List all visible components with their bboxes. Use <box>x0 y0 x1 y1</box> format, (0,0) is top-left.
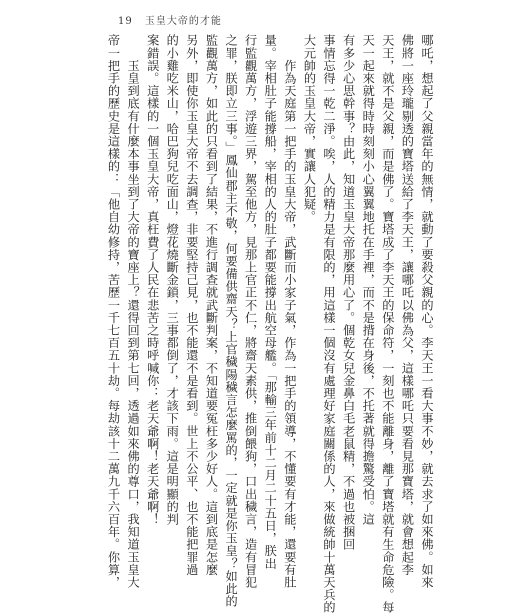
text-column: 有多少心思幹事？由此，知道玉皇大帝那麼用心了。個乾女兒金鼻白毛老鼠精，不過也被捆回 <box>341 34 356 551</box>
text-column: 案錯誤。這樣的一個玉皇大帝，真枉費了人民在悲苦之時呼喊你：老天爺啊！老天爺啊！ <box>145 34 160 526</box>
text-column: 監觀萬方，如此的只看到了結果，不進行調查就武斷判案，不知道要冤枉多少好人。這到底是怎麼 <box>204 34 219 576</box>
text-column: 之罪，朕即立三事。」鳳仙郡主不敬，何要備供齋天？上官穢陽穢言怎麼罵的，一定就是你玉皇？如此的 <box>224 34 239 608</box>
text-column: 大元帥的玉皇大帝，實讓人犯疑。 <box>302 34 317 223</box>
text-column: 天一起來就得時時刻刻小心翼翼地托在手裡，而不是揹在身後，不托著就得擔驚受怕。這 <box>361 34 376 526</box>
text-column: 另外，即使你玉皇大帝不去調查，非要堅持己見，也不能還不是看到。世上不公平、也不能把罪過 <box>184 34 199 576</box>
text-column: 帝一把手的歷史是這樣的：「他自幼修持，苦歷一千七百五十劫。每劫該十二萬九千六百年。你算， <box>106 34 121 589</box>
text-column: 作為天庭第一把手的玉皇大帝，武斷而小家子氣，作為一把手的領導，不懂要有才能，還要有肚 <box>282 59 297 589</box>
text-column: 事情忘得一乾二淨。唉，人的精力是有限的，用這樣一個沒有處理好家庭關係的人，來做統帥十萬天兵的 <box>322 34 337 614</box>
text-column: 行監觀萬方，浮遊三界，駕至他方，見那上官正不仁，將齋天素供，推倒餵狗，口出穢言，造有冒犯 <box>243 34 258 589</box>
body-text <box>106 34 436 614</box>
page-number: 19 <box>118 16 133 27</box>
text-column: 玉皇到底有什麼本事坐到了大帝的寶座上？還得回到第七回，透過如來佛的尊口，我知道玉皇大 <box>126 59 141 589</box>
text-column: 哪吒，想起了父親當年的無情，就動了要殺父親的心。李天王一看大事不妙，就去求了如來佛。如來 <box>420 34 434 589</box>
running-header <box>118 12 222 27</box>
text-column: 天王，就不是父親，而是佛了。寶塔成了李天王的保命符，一刻也不能離身，離了寶塔就有生命危險。每 <box>380 34 395 614</box>
text-column: 的小雞吃米山，哈巴狗兒吃面山，燈花燒斷金鎖，三事都倒了，才該下雨。這是明顯的判 <box>165 34 180 526</box>
text-column: 佛將一座玲瓏剔透的寶塔送給了李天王，讓哪吒以佛為父，這樣哪吒只要看見那寶塔，就會想起李 <box>400 34 415 576</box>
text-column: 量。宰相肚子能撐船，宰相的人的肚子都要能撐出航空母艦。「那輸三年前十二月二十五日，朕出 <box>263 34 278 570</box>
running-title: 玉皇大帝的才能 <box>144 16 222 27</box>
